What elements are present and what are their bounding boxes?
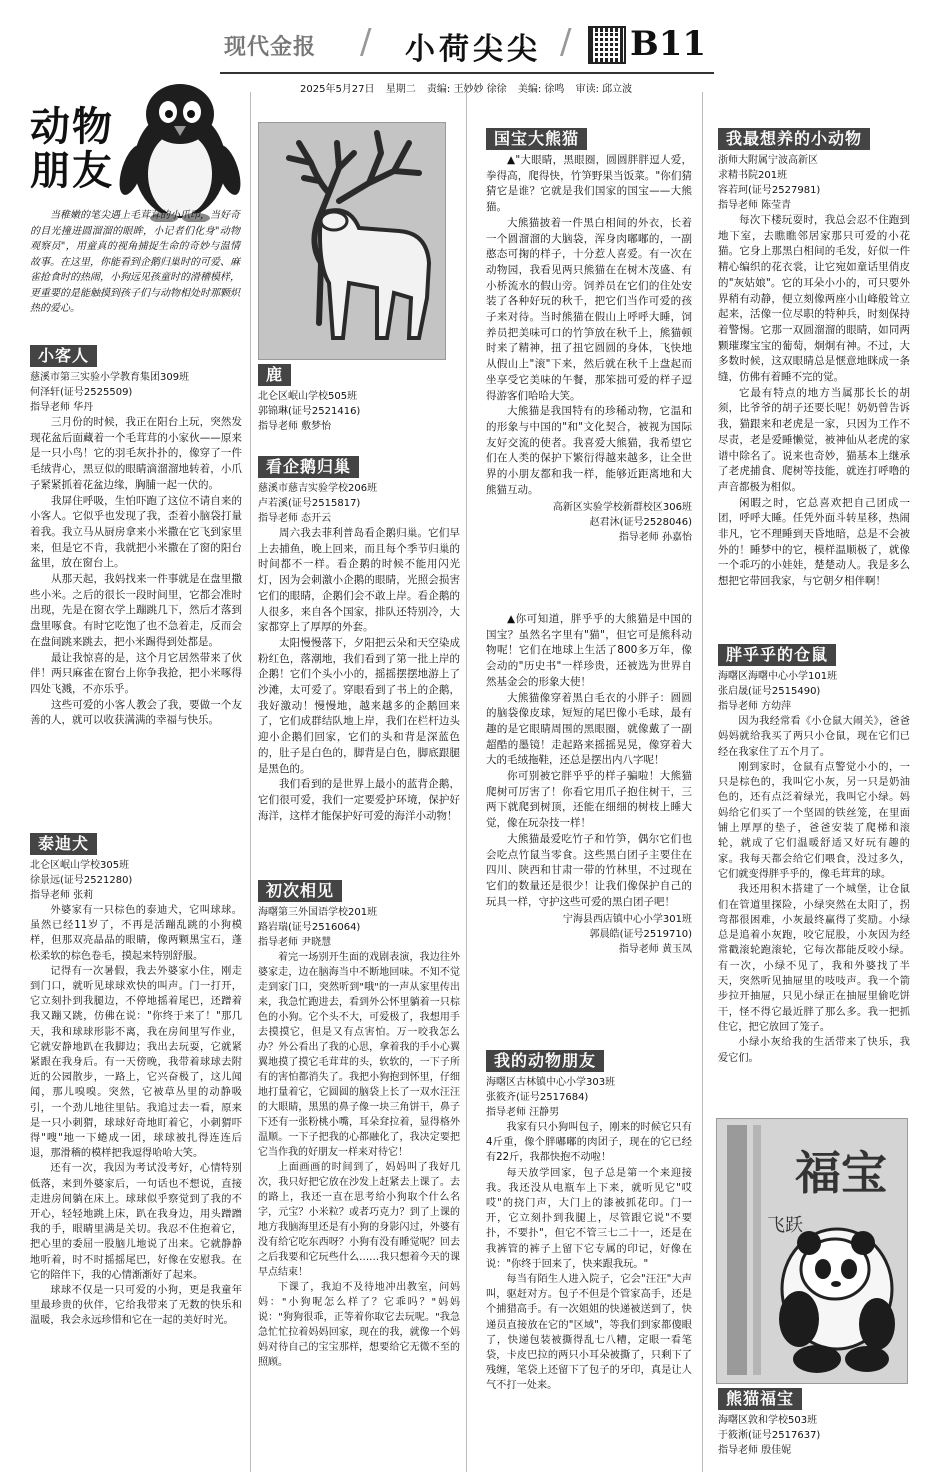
penguin-illustration-icon — [118, 72, 242, 222]
paragraph: 你可别被它胖乎乎的样子骗啦！大熊猫爬树可厉害了！你看它用爪子抱住树干，三两下就爬到树顶，还能在细细的树枝上睡大觉，像在玩杂技一样！ — [486, 770, 692, 830]
article-teacher: 指导老师 态开云 — [258, 513, 332, 524]
article-title: 熊猫福宝 — [718, 1388, 802, 1410]
panda-drawing — [716, 1118, 908, 1384]
article-author: 何泽轩(证号2525509) — [30, 387, 133, 398]
paragraph: 从那天起，我妈找来一件事就是在盘里撒些小米。之后的很长一段时间里，它都会准时出现，先是在窗衣学上蹦跳几下，然后才落到盘里啄食。有时它吃饱了也不急着走，反而会在盘间跳来跳去，把小米踢得到处都是。 — [30, 573, 242, 648]
dateline — [300, 80, 640, 95]
article-little-guest — [30, 345, 242, 729]
header-rule — [220, 72, 714, 74]
paragraph: 我屏住呼吸，生怕吓跑了这位不请自来的小客人。它似乎也发现了我，歪着小脑袋打量着我。我立马从厨房拿来小米撒在它飞到家里来，但是它不肯，我就把小米撒在了窗的阳台盆里，放在窗台上。 — [30, 494, 242, 570]
signature-teacher: 指导老师 孙嘉怡 — [618, 532, 692, 544]
article-author: 路岩瑞(证号2516064) — [258, 922, 361, 933]
article-body — [486, 612, 692, 910]
article-body — [486, 1120, 692, 1394]
article-author: 徐景远(证号2521280) — [30, 875, 133, 886]
designer: 美编: 徐鸣 — [517, 84, 565, 95]
paragraph: 每次下楼玩耍时，我总会忍不住跑到地下室，去瞧瞧邻居家那只可爱的小花猫。它身上那黑白相间的毛发，好似一件精心编织的花衣裳，让它宛如童话里俏皮的"灰姑娘"。它的耳朵小小的，可只要外界稍有动静，便立刻像两座小山峰般耸立起来，活像一位尽职的特种兵，时刻保持着警惕。它那一双圆溜溜的眼睛，如同两颗璀璨宝宝的葡萄，炯炯有神。不过，大多数时候，这双眼睛总是惬意地眯成一条缝，仿佛有着睡不完的觉。 — [718, 214, 910, 384]
masthead-divider: / — [360, 22, 372, 62]
article-author: 郭锦琳(证号2521416) — [258, 406, 361, 417]
column-divider — [250, 92, 251, 1472]
paragraph: 大熊猫像穿着黑白毛衣的小胖子：圆圆的脑袋像皮球，短短的尾巴像小毛球，最有趣的是它眼睛周围的黑眼圈，就像戴了一副超酷的墨镜！走起路来摇摇晃晃，像穿着大大的毛绒拖鞋，还总是摆出内八字呢！ — [486, 691, 692, 767]
article-author: 张启晟(证号2515490) — [718, 686, 821, 697]
editor: 责编: 王妙妙 徐徐 — [426, 84, 507, 95]
article-signature — [486, 500, 692, 545]
paper-name: 现代金报 — [224, 34, 317, 60]
paragraph: 球球不仅是一只可爱的小狗，更是我童年里最珍贵的伙伴，它给我带来了无数的快乐和温暖，我会永远珍惜和它在一起的美好时光。 — [30, 1285, 242, 1327]
article-teacher: 指导老师 汪静男 — [486, 1107, 560, 1118]
paragraph: 这些可爱的小客人教会了我，要做一个友善的人，就可以收获满满的幸福与快乐。 — [30, 698, 242, 727]
article-school: 浙师大附属宁波高新区 — [718, 155, 818, 166]
masthead — [210, 22, 710, 70]
paragraph: ▲"大眼睛，黑眼圈，圆圆胖胖逗人爱，拳得高，爬得快，竹笋野果当饭菜。"你们猜猜它是谁？它就是我们国家的国宝——大熊猫。 — [486, 154, 692, 214]
article-school: 海曙区敦和学校503班 — [718, 1415, 818, 1426]
article-school: 北仑区岷山学校505班 — [258, 391, 358, 402]
article-teacher: 指导老师 华丹 — [30, 402, 94, 413]
column-divider — [466, 92, 467, 1472]
paragraph: 我们看到的是世界上最小的蓝背企鹅，它们很可爱，我们一定要爱护环境，保护好海洋，这样才能保护好可爱的海洋小动物！ — [258, 778, 460, 822]
paragraph: 每当有陌生人进入院子，它会"汪汪"大声叫，驱赶对方。包子不但是个管家高手，还是个捕猎高手。有一次姐姐的快递被送到了，快递员直接放在它的"区域"，等我们到家都傻眼了，快递包装被撕得乱七八糟，定眼一看笔袋，卡皮巴拉的两只小耳朵被撕了，只剩下了残缠，笔袋上还留下了包子的牙印，真是让人气不打一处来。 — [486, 1274, 692, 1392]
article-teacher: 指导老师 陈莹青 — [718, 200, 792, 211]
article-body — [718, 714, 910, 1066]
section-name: 小荷尖尖 — [405, 32, 541, 67]
article-body — [258, 526, 460, 824]
article-body — [486, 153, 692, 498]
article-title: 国宝大熊猫 — [486, 128, 587, 150]
paragraph: 小绿小灰给我的生活带来了快乐，我爱它们。 — [718, 1037, 910, 1064]
article-body — [30, 903, 242, 1329]
article-author: 卢若溪(证号2515817) — [258, 498, 361, 509]
qr-code-icon[interactable] — [588, 26, 626, 64]
artwork-deer-caption — [258, 364, 458, 434]
article-teacher: 指导老师 方幼萍 — [718, 701, 792, 712]
article-teacher: 指导老师 张莉 — [30, 890, 94, 901]
paragraph: 刚到家时，仓鼠有点警觉小小的，一只是棕色的，我叫它小灰，另一只是奶油色的，还有点泛着绿光，我叫它小绿。妈妈给它们买了一个坚固的铁丝笼，在里面铺上厚厚的垫子，爸爸安装了爬梯和滚轮，就成了它们温暖舒适又好玩有趣的家。我每天都会给它们喂食，没过多久，它们就变得胖乎乎的，像毛茸茸的球。 — [718, 761, 910, 880]
article-body — [258, 950, 460, 1370]
article-my-animal-friend — [486, 1050, 692, 1394]
article-teacher: 指导老师 殷佳妮 — [718, 1445, 792, 1456]
weekday: 星期二 — [385, 84, 416, 95]
article-title: 泰迪犬 — [30, 833, 97, 855]
article-most-wanted-pet — [718, 128, 910, 590]
paragraph: 我家有只小狗叫包子，刚来的时候它只有4斤重，像个胖嘟嘟的肉团子，现在的它已经有22斤，我都快抱不动啦！ — [486, 1122, 692, 1164]
paragraph: ▲你可知道，胖乎乎的大熊猫是中国的国宝？虽然名字里有"猫"，但它可是熊科动物呢！它们在地球上生活了800多万年，像会动的"历史书"一样珍贵，还被选为世界自然基金会的形象大使！ — [486, 613, 692, 688]
article-national-treasure-panda — [486, 128, 692, 547]
article-school: 海曙区古林镇中心小学303班 — [486, 1077, 616, 1088]
deer-drawing — [258, 122, 446, 360]
panda-drawing-caption: 福宝 — [795, 1146, 887, 1200]
feature-intro: 当稚嫩的笔尖遇上毛茸茸的小爪印，当好奇的目光撞进圆溜溜的眼眸，小记者们化身"动物观察员"，用童真的视角捕捉生命的奇妙与温情故事。在这里，你能看到企鹅归巢时的可爱、麻雀抢食时的热闹，小狗远见孩童时的滑稽模样，更重要的是能触摸到孩子们与动物相处时那颗炽热的爱心。 — [30, 210, 240, 314]
article-author: 容若珂(证号2527981) — [718, 185, 821, 196]
article-title: 小客人 — [30, 345, 97, 367]
article-school: 慈溪市慈吉实验学校206班 — [258, 483, 378, 494]
paragraph: 因为我经常看《小仓鼠大闹关》，爸爸妈妈就给我买了两只小仓鼠，现在它们已经在我家住了五个月了。 — [718, 716, 910, 758]
paragraph: 它最有特点的地方当属那长长的胡须，比爷爷的胡子还要长呢！奶奶曾告诉我，猫跟来和老虎是一家，只因为工作不尽责，老是爱睡懒觉，被神仙从老虎的家谱中除名了。说来也奇妙，猫基本上继承了老虎捕食、爬树等技能，就连打呼噜的声音都极为相似。 — [718, 386, 910, 493]
paragraph: 下课了，我迫不及待地冲出教室，问妈妈："小狗呢怎么样了？它乖吗？"妈妈说："狗狗很乖，正等着你取它去玩呢。"我急急忙忙拉着妈妈回家，现在的我，就像一个妈妈对待自己的宝宝那样，想要给它无微不至的照顾。 — [258, 1282, 460, 1368]
paragraph: 大熊猫最爱吃竹子和竹笋，偶尔它们也会吃点竹鼠当零食。这些黑白团子主要住在四川、陕西和甘肃一带的竹林里，不过现在它们的数量还是很少！让我们像保护自己的玩具一样，守护这些可爱的黑白团子吧！ — [486, 832, 692, 908]
article-title: 我的动物朋友 — [486, 1050, 604, 1072]
article-title: 看企鹅归巢 — [258, 456, 359, 478]
article-school: 海曙第三外国语学校201班 — [258, 907, 378, 918]
proofreader: 审读: 邱立波 — [575, 84, 633, 95]
article-title: 初次相见 — [258, 880, 342, 902]
article-author: 于筱淅(证号2517637) — [718, 1430, 821, 1441]
feature-title — [30, 105, 114, 193]
article-teacher: 指导老师 敷梦怡 — [258, 421, 332, 432]
article-body — [30, 415, 242, 729]
article-school: 海曙区海曙中心小学101班 — [718, 671, 838, 682]
paragraph: 记得有一次暑假，我去外婆家小住，刚走到门口，就听见球球欢快的叫声。门一打开，它立刻扑到我腿边，不停地摇着尾巴，还蹭着我又蹦又跳，仿佛在说："你终于来了！"那几天，我和球球形影不离，我在房间里写作业，它就安静地趴在我脚边；我出去玩耍，它就紧紧跟在我身后。有一天傍晚，我带着球球去附近的公园散步，一路上，它兴奋极了，这儿闻闻，那儿嗅嗅。突然，它被草丛里的动静吸引，一个劲儿地往里钻。我追过去一看，原来是一只小刺猬，球球好奇地盯着它，小刺猬吓得"嗖"地一下蜷成一团，球球被扎得连连后退，那滑稽的模样把我逗得哈哈大笑。 — [30, 965, 242, 1160]
paragraph: 我还用积木搭建了一个城堡，让仓鼠们在管道里探险，小绿突然在太阳了，拐弯都很困难，小灰最终赢得了奖励。小绿总是追着小灰跑，咬它屁股，小灰因为经常戳滚轮跑滚轮，它每次都能反咬小绿。有一次，小绿不见了，我和外婆找了半天，突然听见抽屉里的吱吱声。我一个箭步拉开抽屉，只见小绿正在抽屉里偷吃饼干，怪不得它最近胖了那么多。我一把抓住它，把它放回了笼子。 — [718, 884, 910, 1033]
article-author: 张筱齐(证号2517684) — [486, 1092, 589, 1103]
paragraph: 大熊猫披着一件黑白相间的外衣，长着一个圆溜溜的大脑袋，浑身肉嘟嘟的，一副憨态可掬的样子，十分惹人喜爱。有一次在动物园，我看见两只熊猫在在树木茂盛、有小桥流水的假山旁。饲养员在它们的住处安装了各种好玩的秋千，把它们当作可爱的孩子来对待。当时熊猫在假山上呼呼大睡，饲养员把美味可口的竹笋放在秋千上，熊猫顿时来了精神，扭了扭它圆圆的身体，飞快地从假山上"滚"下来，然后就在秋千上盘起而坐享受它美味的午餐，那笨拙可爱的样子逗得游客们哈哈大笑。 — [486, 216, 692, 402]
signature-author: 郭晨皓(证号2519710) — [589, 929, 692, 941]
article-body — [718, 213, 910, 590]
article-teacher: 指导老师 尹晓慧 — [258, 937, 332, 948]
article-chubby-hamster — [718, 644, 910, 1066]
paragraph: 周六我去菲利普岛看企鹅归巢。它们早上去捕鱼，晚上回来，而且每个季节归巢的时间都不一样。看企鹅的时候不能用闪光灯，因为会刺激小企鹅的眼睛，光照会损害它们的眼睛，企鹅们会不敢上岸。看企鹅的人很多，来自各个国家，排队还特别冷，大家都穿上了厚厚的外套。 — [258, 527, 460, 634]
paragraph: 外婆家有一只棕色的泰迪犬，它叫球球。虽然已经11岁了，不再是活蹦乱跳的小狗模样，但那双亮晶晶的眼睛，像两颗黑宝石，蓬松柔软的棕色卷毛，摸起来特别舒服。 — [30, 905, 242, 962]
article-title: 鹿 — [258, 364, 291, 386]
page-number: B11 — [630, 24, 707, 64]
article-penguin-homecoming — [258, 456, 460, 824]
article-title: 胖乎乎的仓鼠 — [718, 644, 836, 666]
article-school: 北仑区岷山学校305班 — [30, 860, 130, 871]
signature-teacher: 指导老师 黄玉凤 — [618, 944, 692, 956]
paragraph: 闲暇之时，它总喜欢把自己团成一团，呼呼大睡。任凭外面斗转星移，热闹非凡，它不理睡到天昏地暗，总是不会被外的！睡梦中的它，模样温顺极了，就像一个乖巧的小娃娃，楚楚动人。我是多么想把它带回我家，与它朝夕相伴啊！ — [718, 496, 910, 588]
paragraph: 着完一场别开生面的戏剧表演，我边往外婆家走，边在脑海当中不断地回味。不知不觉走到家门口，突然听到"哦"的一声从家里传出来，我急忙跑进去，看到外公怀里躺着一只棕色的小狗。它个头不大，可爱极了，我想用手去摸摸它，但是又有点害怕。万一咬我怎么办？外公看出了我的心思，拿着我的手小心翼翼地摸了摸它毛茸茸的头，软软的，一下子所有的害怕都消失了。我把小狗抱到怀里，仔细地打量着它，它圆圆的脑袋上长了一双水汪汪的大眼睛，黑黑的鼻子像一块三角饼干，鼻子下还有一张粉桃小嘴，耳朵耷拉着，显得格外温顺。一下子把我的心都融化了，我决定要把它当作我的好朋友一样来对待它！ — [258, 952, 460, 1158]
signature-author: 赵君沐(证号2528046) — [589, 517, 692, 529]
feature-title-line1: 动物 — [30, 103, 114, 150]
date: 2025年5月27日 — [300, 84, 375, 95]
article-title: 我最想养的小动物 — [718, 128, 870, 150]
article-panda-second — [486, 612, 692, 959]
masthead-divider: / — [560, 22, 572, 62]
artwork-panda-caption — [718, 1388, 910, 1458]
paragraph: 太阳慢慢落下，夕阳把云朵和天空染成粉红色，落潮地，我们看到了第一批上岸的企鹅！它们个头小小的，摇摇摆摆地游上了沙滩，太可爱了。穿眼看到了书上的企鹅，我好激动！慢慢地，越来越多的企鹅回来了，它们成群结队地上岸，我们在栏杆边头迎小企鹅们回家，它们的头和背是深蓝色的，肚子是白色的，脚背是白色，脚底跟腿是黑色的。 — [258, 636, 460, 775]
paragraph: 每天放学回家，包子总是第一个来迎接我。我还没从电瓶车上下来，就听见它"哎哎"的挠门声，大门上的漆被抓花印。门一开，它立刻扑到我腿上，尽管跟它说"不要扑，不要扑"，但它不管三七二十一，还是在我裤管的裤子上留下它专属的印记，好像在说："你终于回来了，快来跟我玩。" — [486, 1167, 692, 1270]
article-class: 求精书院201班 — [718, 170, 788, 181]
column-divider — [702, 92, 703, 1472]
feature-title-line2: 朋友 — [30, 147, 114, 194]
article-teddy-dog — [30, 833, 242, 1329]
article-first-meeting — [258, 880, 460, 1370]
article-signature — [486, 912, 692, 957]
paragraph: 还有一次，我因为考试没考好，心情特别低落，来到外婆家后，一句话也不想说，直接走进房间躺在床上。球球似乎察觉到了我的不开心，轻轻地跳上床，趴在我身边，用头蹭蹭我的手，眼睛里满是关切。我忍不住抱着它，把心里的委屈一股脑儿地说了出来。它就静静地听着，时不时摇摇尾巴，好像在安慰我。在它的陪伴下，我的心情渐渐好了起来。 — [30, 1163, 242, 1281]
paragraph: 三月份的时候，我正在阳台上玩，突然发现花盆后面藏着一个毛茸茸的小家伙——原来是一只小鸟！它的羽毛灰扑扑的，像穿了一件毛绒背心，黑豆似的眼睛滴溜溜地转着，小爪子紧紧抓着花盆边缘，胸脯一起一伏的。 — [30, 416, 242, 491]
paragraph: 大熊猫是我国特有的珍稀动物，它温和的形象与中国的"和"文化契合，被视为国际友好交流的使者。我喜爱大熊猫，我希望它们在人类的保护下繁衍得越来越多，让全世界的小朋友都和我一样，能够近距离地和大熊猫互动。 — [486, 405, 692, 496]
article-school: 慈溪市第三实验小学教育集团309班 — [30, 372, 190, 383]
panda-drawing-side-text: 飞跃 — [767, 1215, 803, 1236]
paragraph: 最让我惊喜的是，这个月它居然带来了伙伴！两只麻雀在窗台上你争我抢，把小米啄得四处飞溅，不亦乐乎。 — [30, 651, 242, 695]
signature-school: 高新区实验学校新群校区306班 — [552, 502, 692, 514]
paragraph: 上面画画的时间到了，妈妈叫了我好几次，我只好把它放在沙发上赶紧去上课了。去的路上，我还一直在思考给小狗取个什么名字，元宝？小米粒？或者巧克力？到了上课的地方我脑海里还是有小狗的身影闪过，外婆有没有给它吃东西呀？小狗有没有睡觉呢？回去之后我要和它玩些什么……我只想着今天的课早点结束！ — [258, 1162, 460, 1278]
signature-school: 宁海县西店镇中心小学301班 — [562, 914, 692, 926]
